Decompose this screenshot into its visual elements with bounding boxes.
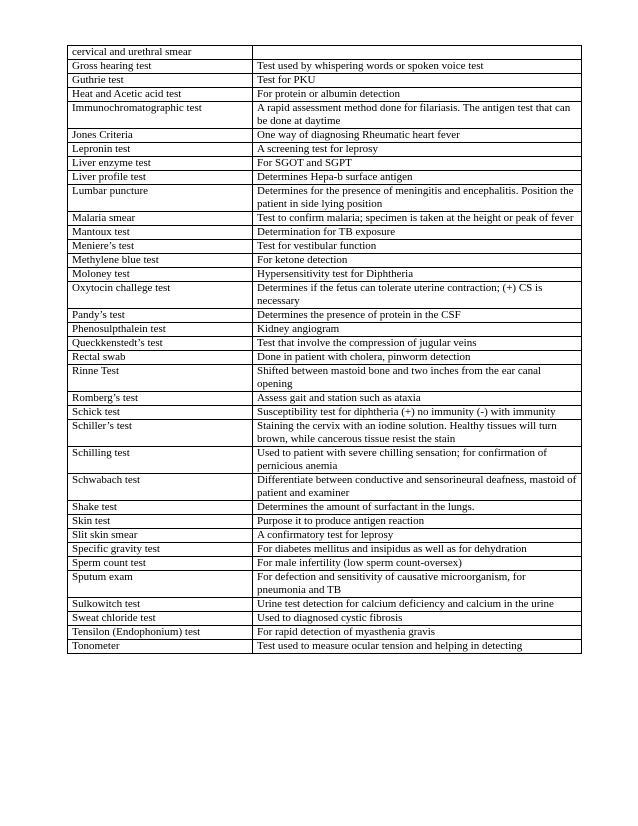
table-row: [68, 447, 582, 474]
table-row: [68, 88, 582, 102]
test-name-cell: Immunochromatographic test: [68, 102, 253, 129]
table-row: [68, 268, 582, 282]
test-description-cell: For male infertility (low sperm count-oversex): [253, 557, 582, 571]
table-row: [68, 351, 582, 365]
table-row: [68, 129, 582, 143]
table-row: [68, 612, 582, 626]
test-description-cell: For rapid detection of myasthenia gravis: [253, 626, 582, 640]
table-row: [68, 185, 582, 212]
table-row: [68, 392, 582, 406]
test-description-cell: Determines if the fetus can tolerate uterine contraction; (+) CS is necessary: [253, 282, 582, 309]
test-name-cell: Malaria smear: [68, 212, 253, 226]
table-row: [68, 212, 582, 226]
test-name-cell: Sputum exam: [68, 571, 253, 598]
test-description-cell: Test for PKU: [253, 74, 582, 88]
table-row: [68, 74, 582, 88]
table-row: [68, 157, 582, 171]
table-row: [68, 557, 582, 571]
test-description-cell: Test used to measure ocular tension and helping in detecting: [253, 640, 582, 654]
test-name-cell: Queckkenstedt’s test: [68, 337, 253, 351]
test-description-cell: Test to confirm malaria; specimen is taken at the height or peak of fever: [253, 212, 582, 226]
test-name-cell: Oxytocin challege test: [68, 282, 253, 309]
test-description-cell: For SGOT and SGPT: [253, 157, 582, 171]
test-name-cell: Schwabach test: [68, 474, 253, 501]
table-row: [68, 240, 582, 254]
test-description-cell: Test for vestibular function: [253, 240, 582, 254]
table-row: [68, 501, 582, 515]
test-name-cell: Moloney test: [68, 268, 253, 282]
test-name-cell: Pandy’s test: [68, 309, 253, 323]
test-description-cell: Urine test detection for calcium deficiency and calcium in the urine: [253, 598, 582, 612]
test-description-cell: Susceptibility test for diphtheria (+) no immunity (-) with immunity: [253, 406, 582, 420]
test-name-cell: Mantoux test: [68, 226, 253, 240]
table-row: [68, 143, 582, 157]
test-name-cell: Sperm count test: [68, 557, 253, 571]
test-description-cell: Used to patient with severe chilling sensation; for confirmation of pernicious anemia: [253, 447, 582, 474]
table-row: [68, 571, 582, 598]
test-description-cell: Used to diagnosed cystic fibrosis: [253, 612, 582, 626]
test-description-cell: Determination for TB exposure: [253, 226, 582, 240]
test-name-cell: Methylene blue test: [68, 254, 253, 268]
test-name-cell: Rectal swab: [68, 351, 253, 365]
test-description-cell: A rapid assessment method done for filariasis. The antigen test that can be done at daytime: [253, 102, 582, 129]
test-name-cell: Shake test: [68, 501, 253, 515]
test-name-cell: Jones Criteria: [68, 129, 253, 143]
table-row: [68, 282, 582, 309]
test-name-cell: Liver enzyme test: [68, 157, 253, 171]
table-row: [68, 474, 582, 501]
test-name-cell: Skin test: [68, 515, 253, 529]
test-description-cell: Test used by whispering words or spoken voice test: [253, 60, 582, 74]
table-row: [68, 420, 582, 447]
table-row: [68, 337, 582, 351]
table-row: [68, 226, 582, 240]
test-description-cell: A confirmatory test for leprosy: [253, 529, 582, 543]
table-row: [68, 323, 582, 337]
test-description-cell: Determines for the presence of meningitis and encephalitis. Position the patient in side lying position: [253, 185, 582, 212]
test-description-cell: Hypersensitivity test for Diphtheria: [253, 268, 582, 282]
test-name-cell: Rinne Test: [68, 365, 253, 392]
table-row: [68, 529, 582, 543]
test-description-cell: Determines Hepa-b surface antigen: [253, 171, 582, 185]
test-name-cell: Slit skin smear: [68, 529, 253, 543]
table-body: [68, 46, 582, 654]
test-description-cell: Shifted between mastoid bone and two inches from the ear canal opening: [253, 365, 582, 392]
test-description-cell: For defection and sensitivity of causative microorganism, for pneumonia and TB: [253, 571, 582, 598]
test-name-cell: Tonometer: [68, 640, 253, 654]
test-description-cell: Determines the presence of protein in the CSF: [253, 309, 582, 323]
test-description-cell: Kidney angiogram: [253, 323, 582, 337]
test-description-cell: For ketone detection: [253, 254, 582, 268]
table-row: [68, 171, 582, 185]
test-description-cell: [253, 46, 582, 60]
test-description-cell: For diabetes mellitus and insipidus as well as for dehydration: [253, 543, 582, 557]
table-row: [68, 309, 582, 323]
table-row: [68, 515, 582, 529]
test-description-cell: Assess gait and station such as ataxia: [253, 392, 582, 406]
test-name-cell: Heat and Acetic acid test: [68, 88, 253, 102]
test-description-cell: Test that involve the compression of jugular veins: [253, 337, 582, 351]
table-row: [68, 626, 582, 640]
test-name-cell: Sulkowitch test: [68, 598, 253, 612]
test-name-cell: Lumbar puncture: [68, 185, 253, 212]
table-row: [68, 640, 582, 654]
test-description-cell: For protein or albumin detection: [253, 88, 582, 102]
test-description-cell: A screening test for leprosy: [253, 143, 582, 157]
test-name-cell: Sweat chloride test: [68, 612, 253, 626]
diagnostic-tests-table: [67, 45, 582, 654]
test-name-cell: Lepronin test: [68, 143, 253, 157]
test-name-cell: Romberg’s test: [68, 392, 253, 406]
table-row: [68, 365, 582, 392]
test-description-cell: Done in patient with cholera, pinworm detection: [253, 351, 582, 365]
test-description-cell: Differentiate between conductive and sensorineural deafness, mastoid of patient and examiner: [253, 474, 582, 501]
test-name-cell: Schiller’s test: [68, 420, 253, 447]
test-description-cell: One way of diagnosing Rheumatic heart fever: [253, 129, 582, 143]
table-row: [68, 406, 582, 420]
test-name-cell: Gross hearing test: [68, 60, 253, 74]
table-row: [68, 543, 582, 557]
table-row: [68, 46, 582, 60]
test-description-cell: Purpose it to produce antigen reaction: [253, 515, 582, 529]
test-name-cell: cervical and urethral smear: [68, 46, 253, 60]
test-name-cell: Schick test: [68, 406, 253, 420]
test-name-cell: Phenosulpthalein test: [68, 323, 253, 337]
test-description-cell: Determines the amount of surfactant in the lungs.: [253, 501, 582, 515]
test-name-cell: Specific gravity test: [68, 543, 253, 557]
table-row: [68, 60, 582, 74]
test-name-cell: Guthrie test: [68, 74, 253, 88]
test-name-cell: Meniere’s test: [68, 240, 253, 254]
test-name-cell: Liver profile test: [68, 171, 253, 185]
test-description-cell: Staining the cervix with an iodine solution. Healthy tissues will turn brown, while cancerous tissue resist the stain: [253, 420, 582, 447]
table-row: [68, 598, 582, 612]
table-row: [68, 254, 582, 268]
test-name-cell: Schilling test: [68, 447, 253, 474]
table-row: [68, 102, 582, 129]
test-name-cell: Tensilon (Endophonium) test: [68, 626, 253, 640]
